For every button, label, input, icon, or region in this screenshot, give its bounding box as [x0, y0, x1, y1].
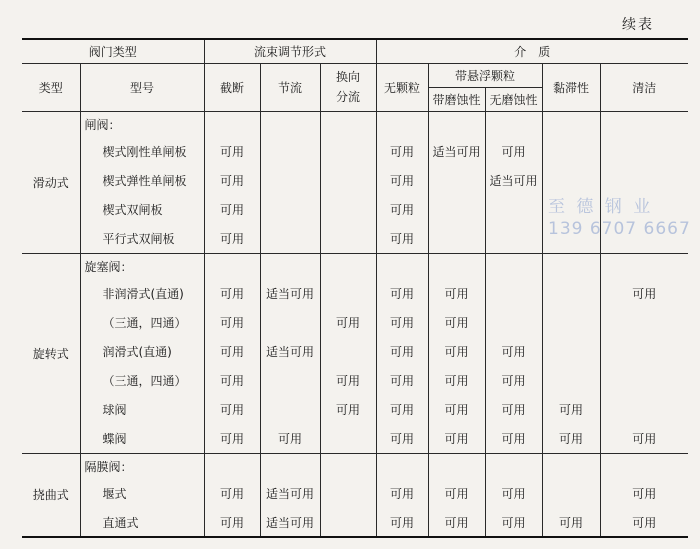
header-diverting-line2: 分流: [336, 90, 361, 104]
no-particles-cell: 可用: [376, 137, 428, 166]
table-body: [22, 111, 688, 537]
with-abrasion-cell: 可用: [428, 279, 485, 308]
with-abrasion-cell: [428, 111, 485, 137]
throttle-cell: [260, 308, 320, 337]
clean-cell: [600, 166, 688, 195]
model-cell: 非润滑式(直通): [80, 279, 204, 308]
table-row: [22, 137, 688, 166]
cutoff-cell: [204, 253, 260, 279]
no-particles-cell: [376, 453, 428, 479]
header-medium: 介 质: [376, 39, 688, 63]
header-viscous: 黏滞性: [542, 63, 600, 111]
diverting-cell: [320, 224, 376, 253]
clean-cell: [600, 253, 688, 279]
no-particles-cell: [376, 111, 428, 137]
throttle-cell: [260, 137, 320, 166]
model-cell: （三通，四通）: [80, 366, 204, 395]
throttle-cell: 适当可用: [260, 337, 320, 366]
throttle-cell: [260, 166, 320, 195]
table-caption: 续表: [622, 17, 654, 33]
model-cell: 旋塞阀：: [80, 253, 204, 279]
watermark-phone: 139 6707 6667: [548, 219, 691, 239]
diverting-cell: 可用: [320, 395, 376, 424]
watermark: [548, 196, 691, 240]
cutoff-cell: 可用: [204, 137, 260, 166]
throttle-cell: 适当可用: [260, 479, 320, 508]
without-abrasion-cell: 可用: [485, 137, 542, 166]
table-row: [22, 366, 688, 395]
without-abrasion-cell: [485, 224, 542, 253]
without-abrasion-cell: [485, 279, 542, 308]
model-cell: 楔式刚性单闸板: [80, 137, 204, 166]
clean-cell: [600, 337, 688, 366]
viscous-cell: [542, 479, 600, 508]
diverting-cell: [320, 453, 376, 479]
no-particles-cell: 可用: [376, 308, 428, 337]
cutoff-cell: [204, 111, 260, 137]
viscous-cell: [542, 279, 600, 308]
diverting-cell: [320, 253, 376, 279]
table-row: [22, 395, 688, 424]
viscous-cell: 可用: [542, 508, 600, 537]
cutoff-cell: 可用: [204, 166, 260, 195]
viscous-cell: [542, 137, 600, 166]
model-cell: 隔膜阀：: [80, 453, 204, 479]
diverting-cell: [320, 137, 376, 166]
clean-cell: [600, 111, 688, 137]
without-abrasion-cell: 可用: [485, 508, 542, 537]
header-flow-regulation: 流束调节形式: [204, 39, 376, 63]
cutoff-cell: 可用: [204, 508, 260, 537]
valve-selection-table: [22, 38, 688, 538]
without-abrasion-cell: 可用: [485, 366, 542, 395]
no-particles-cell: 可用: [376, 366, 428, 395]
no-particles-cell: 可用: [376, 337, 428, 366]
no-particles-cell: 可用: [376, 508, 428, 537]
with-abrasion-cell: 可用: [428, 308, 485, 337]
throttle-cell: [260, 366, 320, 395]
model-cell: 平行式双闸板: [80, 224, 204, 253]
with-abrasion-cell: [428, 166, 485, 195]
header-throttle: 节流: [260, 63, 320, 111]
throttle-cell: 适当可用: [260, 279, 320, 308]
type-cell: 旋转式: [22, 253, 80, 453]
diverting-cell: 可用: [320, 366, 376, 395]
without-abrasion-cell: [485, 111, 542, 137]
viscous-cell: 可用: [542, 424, 600, 453]
no-particles-cell: 可用: [376, 479, 428, 508]
throttle-cell: [260, 453, 320, 479]
clean-cell: [600, 453, 688, 479]
throttle-cell: 可用: [260, 424, 320, 453]
without-abrasion-cell: [485, 253, 542, 279]
viscous-cell: [542, 308, 600, 337]
clean-cell: [600, 366, 688, 395]
clean-cell: [600, 395, 688, 424]
throttle-cell: [260, 395, 320, 424]
diverting-cell: [320, 424, 376, 453]
no-particles-cell: 可用: [376, 424, 428, 453]
cutoff-cell: 可用: [204, 366, 260, 395]
viscous-cell: [542, 166, 600, 195]
header-suspended-particles: 带悬浮颗粒: [428, 63, 542, 87]
clean-cell: 可用: [600, 508, 688, 537]
table-row: [22, 479, 688, 508]
diverting-cell: [320, 508, 376, 537]
no-particles-cell: [376, 253, 428, 279]
with-abrasion-cell: [428, 253, 485, 279]
throttle-cell: [260, 195, 320, 224]
table-row: [22, 508, 688, 537]
cutoff-cell: 可用: [204, 224, 260, 253]
with-abrasion-cell: [428, 224, 485, 253]
throttle-cell: [260, 111, 320, 137]
watermark-company: 至 德 钢 业: [548, 197, 654, 217]
table-row: [22, 453, 688, 479]
diverting-cell: [320, 279, 376, 308]
header-type: 类型: [22, 63, 80, 111]
with-abrasion-cell: 可用: [428, 366, 485, 395]
header-valve-type: 阀门类型: [22, 39, 204, 63]
table-row: [22, 111, 688, 137]
cutoff-cell: [204, 453, 260, 479]
throttle-cell: 适当可用: [260, 508, 320, 537]
table-row: [22, 337, 688, 366]
without-abrasion-cell: [485, 453, 542, 479]
no-particles-cell: 可用: [376, 224, 428, 253]
model-cell: 润滑式(直通): [80, 337, 204, 366]
without-abrasion-cell: 可用: [485, 424, 542, 453]
type-cell: 滑动式: [22, 111, 80, 253]
clean-cell: 可用: [600, 279, 688, 308]
clean-cell: 可用: [600, 424, 688, 453]
clean-cell: [600, 308, 688, 337]
type-cell: 挠曲式: [22, 453, 80, 537]
table-row: [22, 424, 688, 453]
cutoff-cell: 可用: [204, 337, 260, 366]
header-cutoff: 截断: [204, 63, 260, 111]
model-cell: 楔式双闸板: [80, 195, 204, 224]
header-clean: 清洁: [600, 63, 688, 111]
throttle-cell: [260, 253, 320, 279]
without-abrasion-cell: [485, 308, 542, 337]
header-with-abrasion: 带磨蚀性: [428, 87, 485, 111]
clean-cell: 可用: [600, 479, 688, 508]
with-abrasion-cell: 可用: [428, 395, 485, 424]
viscous-cell: [542, 337, 600, 366]
model-cell: 蝶阀: [80, 424, 204, 453]
viscous-cell: [542, 366, 600, 395]
model-cell: 直通式: [80, 508, 204, 537]
viscous-cell: 可用: [542, 395, 600, 424]
table-row: [22, 308, 688, 337]
header-without-abrasion: 无磨蚀性: [485, 87, 542, 111]
no-particles-cell: 可用: [376, 166, 428, 195]
with-abrasion-cell: [428, 453, 485, 479]
without-abrasion-cell: 可用: [485, 337, 542, 366]
model-cell: 球阀: [80, 395, 204, 424]
header-diverting: [320, 63, 376, 111]
diverting-cell: [320, 195, 376, 224]
header-model: 型号: [80, 63, 204, 111]
table-row: [22, 253, 688, 279]
diverting-cell: [320, 166, 376, 195]
header-diverting-line1: 换向: [336, 70, 361, 84]
cutoff-cell: 可用: [204, 479, 260, 508]
with-abrasion-cell: 可用: [428, 424, 485, 453]
viscous-cell: [542, 111, 600, 137]
with-abrasion-cell: 可用: [428, 508, 485, 537]
header-no-particles: 无颗粒: [376, 63, 428, 111]
diverting-cell: 可用: [320, 308, 376, 337]
no-particles-cell: 可用: [376, 195, 428, 224]
no-particles-cell: 可用: [376, 395, 428, 424]
diverting-cell: [320, 479, 376, 508]
cutoff-cell: 可用: [204, 279, 260, 308]
with-abrasion-cell: 可用: [428, 479, 485, 508]
cutoff-cell: 可用: [204, 395, 260, 424]
with-abrasion-cell: 适当可用: [428, 137, 485, 166]
table-row: [22, 279, 688, 308]
model-cell: 闸阀：: [80, 111, 204, 137]
viscous-cell: [542, 453, 600, 479]
no-particles-cell: 可用: [376, 279, 428, 308]
clean-cell: [600, 137, 688, 166]
without-abrasion-cell: 可用: [485, 479, 542, 508]
without-abrasion-cell: 可用: [485, 395, 542, 424]
without-abrasion-cell: [485, 195, 542, 224]
cutoff-cell: 可用: [204, 195, 260, 224]
model-cell: 堰式: [80, 479, 204, 508]
diverting-cell: [320, 111, 376, 137]
model-cell: 楔式弹性单闸板: [80, 166, 204, 195]
diverting-cell: [320, 337, 376, 366]
table-row: [22, 166, 688, 195]
with-abrasion-cell: 可用: [428, 337, 485, 366]
viscous-cell: [542, 253, 600, 279]
without-abrasion-cell: 适当可用: [485, 166, 542, 195]
model-cell: （三通，四通）: [80, 308, 204, 337]
cutoff-cell: 可用: [204, 424, 260, 453]
with-abrasion-cell: [428, 195, 485, 224]
throttle-cell: [260, 224, 320, 253]
cutoff-cell: 可用: [204, 308, 260, 337]
